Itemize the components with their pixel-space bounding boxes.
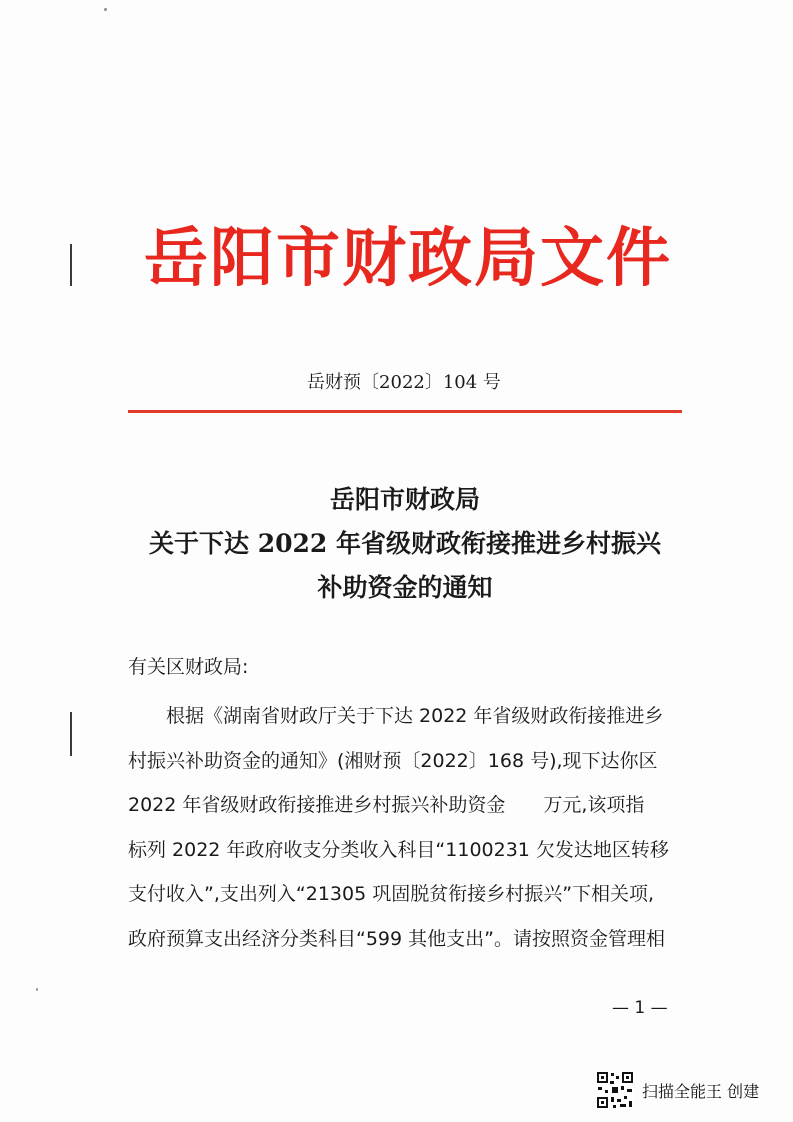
document-number: 岳财预〔2022〕104 号 (307, 372, 501, 393)
body-line: 根据《湖南省财政厅关于下达 2022 年省级财政衔接推进乡 (166, 705, 664, 727)
title-line: 补助资金的通知 (317, 573, 493, 602)
title-line: 岳阳市财政局 (329, 485, 480, 514)
document-title (120, 478, 690, 610)
salutation: 有关区财政局: (128, 656, 249, 678)
scanner-watermark (596, 1070, 759, 1110)
red-divider (128, 410, 682, 413)
scan-artifact (70, 244, 72, 286)
body-line: 村振兴补助资金的通知》(湘财预〔2022〕168 号),现下达你区 (128, 749, 658, 772)
body-line: 标列 2022 年政府收支分类收入科目“1100231 欠发达地区转移 (128, 838, 669, 861)
body-line: 政府预算支出经济分类科目“599 其他支出”。请按照资金管理相 (128, 927, 665, 950)
qr-code-icon (596, 1071, 634, 1109)
header-title: 岳阳市财政局文件 (144, 222, 672, 296)
scan-artifact (70, 712, 72, 756)
body-line: 2022 年省级财政衔接推进乡村振兴补助资金 万元,该项指 (128, 794, 645, 816)
body-text (128, 694, 688, 961)
scan-speck (36, 988, 38, 991)
page-number: — 1 — (612, 998, 668, 1018)
scan-speck (104, 8, 107, 11)
title-line: 关于下达 2022 年省级财政衔接推进乡村振兴 (149, 529, 661, 558)
body-line: 支付收入”,支出列入“21305 巩固脱贫衔接乡村振兴”下相关项, (128, 883, 655, 905)
watermark-text: 扫描全能王 创建 (642, 1081, 760, 1101)
